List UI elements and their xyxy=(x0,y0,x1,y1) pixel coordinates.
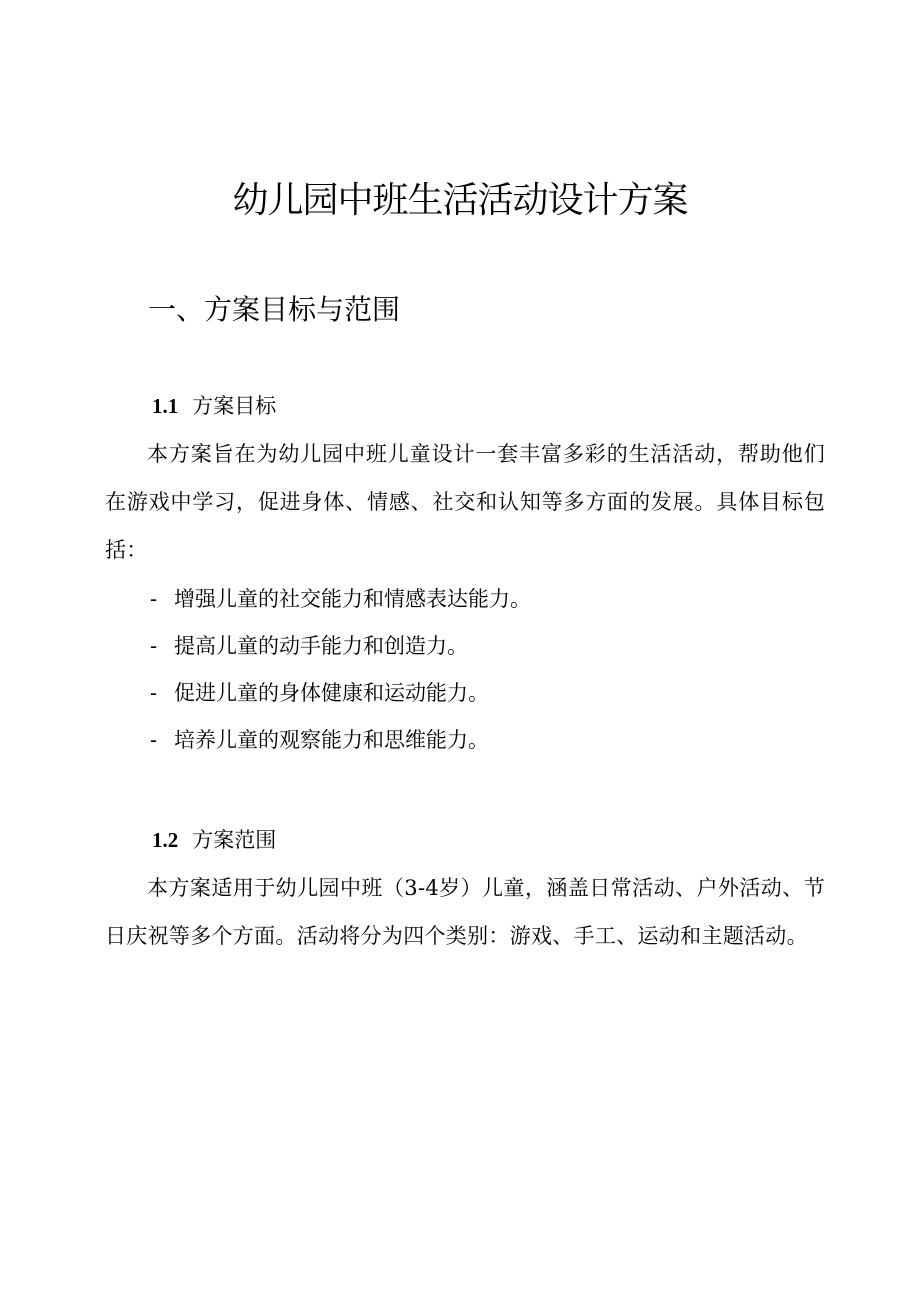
goal-item xyxy=(150,576,531,623)
goal-text: 培养儿童的观察能力和思维能力。 xyxy=(174,728,489,752)
subsection-label: 方案范围 xyxy=(192,828,277,852)
goals-list xyxy=(150,576,531,764)
goal-text: 提高儿童的动手能力和创造力。 xyxy=(174,634,468,658)
goal-item xyxy=(150,623,531,670)
goal-text: 促进儿童的身体健康和运动能力。 xyxy=(174,681,489,705)
list-bullet: - xyxy=(150,681,158,705)
goals-paragraph: 本方案旨在为幼儿园中班儿童设计一套丰富多彩的生活活动，帮助他们在游戏中学习，促进身体、情感、社交和认知等多方面的发展。具体目标包括： xyxy=(105,442,825,562)
subsection-number: 1.1 xyxy=(152,394,179,418)
document-title: 幼儿园中班生活活动设计方案 xyxy=(232,180,688,221)
subsection-heading-scope xyxy=(152,824,276,856)
goal-text: 增强儿童的社交能力和情感表达能力。 xyxy=(174,587,531,611)
list-bullet: - xyxy=(150,728,158,752)
subsection-heading-goals xyxy=(152,390,276,422)
goal-item xyxy=(150,670,531,717)
section-heading: 一、方案目标与范围 xyxy=(148,293,401,326)
scope-paragraph: 本方案适用于幼儿园中班（3-4岁）儿童，涵盖日常活动、户外活动、节日庆祝等多个方面。活动将分为四个类别：游戏、手工、运动和主题活动。 xyxy=(105,876,825,948)
subsection-number: 1.2 xyxy=(152,828,179,852)
goal-item xyxy=(150,717,531,764)
list-bullet: - xyxy=(150,634,158,658)
subsection-label: 方案目标 xyxy=(192,394,277,418)
list-bullet: - xyxy=(150,587,158,611)
